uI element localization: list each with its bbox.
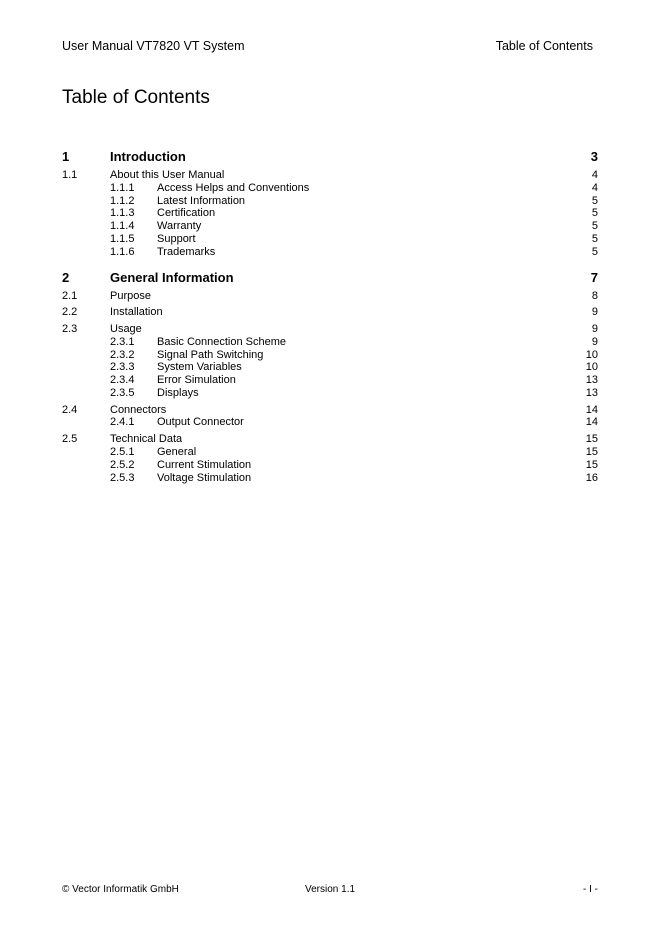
toc-entry-title: Access Helps and Conventions	[157, 181, 310, 194]
toc-entry-title: Error Simulation	[157, 374, 236, 387]
toc-entry-title: Displays	[157, 386, 199, 399]
toc-entry-title: Purpose	[110, 289, 151, 302]
toc-entry-number: 2.3	[62, 322, 78, 335]
toc-entry-page: 14	[585, 403, 598, 416]
toc-entry-title: Introduction	[110, 149, 186, 164]
toc-entry-page: 15	[585, 458, 598, 471]
toc-entry-title: Current Stimulation	[157, 458, 252, 471]
toc-entry-number: 1.1.1	[110, 181, 135, 194]
header-doc-title: User Manual VT7820 VT System	[62, 39, 245, 53]
toc-entry-number: 1.1.4	[110, 220, 135, 233]
toc-entry-number: 2.4	[62, 403, 78, 416]
toc-entry-number: 2.5.1	[110, 445, 135, 458]
toc-entry-page: 5	[591, 232, 598, 245]
toc-entry-title: Latest Information	[157, 194, 246, 207]
toc-entry-number: 2.3.3	[110, 361, 135, 374]
toc-entry-page: 9	[591, 322, 598, 335]
toc-entry[interactable]	[62, 290, 598, 303]
toc-entry[interactable]	[62, 233, 598, 246]
toc-entry-title: Technical Data	[110, 433, 183, 446]
toc-entry-number: 2.5	[62, 433, 78, 446]
toc-entry[interactable]	[62, 472, 598, 485]
toc-entry-number: 1.1.2	[110, 194, 135, 207]
toc-entry[interactable]	[62, 195, 598, 208]
toc-entry[interactable]	[62, 336, 598, 349]
toc-entry-number: 2.3.1	[110, 335, 135, 348]
toc-entry-title: Basic Connection Scheme	[157, 335, 287, 348]
toc-entry-page: 7	[590, 269, 598, 285]
toc-entry-number: 1.1.5	[110, 232, 135, 245]
toc-entry[interactable]	[62, 446, 598, 459]
toc-entry-page: 3	[590, 149, 598, 164]
toc-entry[interactable]	[62, 323, 598, 336]
toc-entry-number: 1.1.3	[110, 207, 135, 220]
toc-entry-title: General	[157, 445, 197, 458]
toc-entry-title: Connectors	[110, 403, 167, 416]
toc-entry[interactable]	[62, 349, 598, 362]
toc-entry[interactable]	[62, 148, 598, 165]
toc-entry[interactable]	[62, 182, 598, 195]
toc-entry-title: Warranty	[157, 220, 202, 233]
toc-entry-number: 1.1.6	[110, 245, 135, 258]
toc-entry-page: 4	[591, 181, 598, 194]
toc-entry-page: 5	[591, 194, 598, 207]
toc-entry[interactable]	[62, 404, 598, 417]
toc-entry-page: 10	[585, 348, 598, 361]
toc-entry-number: 2.1	[62, 289, 78, 302]
toc-entry[interactable]	[62, 374, 598, 387]
toc-entry-page: 9	[591, 306, 598, 319]
toc-entry-page: 13	[585, 374, 598, 387]
toc-entry-title: Trademarks	[157, 245, 216, 258]
footer-version: Version 1.1	[305, 884, 356, 895]
toc-entry[interactable]	[62, 459, 598, 472]
toc-entry-page: 13	[585, 386, 598, 399]
toc-entry[interactable]	[62, 433, 598, 446]
toc-entry-page: 8	[591, 289, 598, 302]
footer-copyright: © Vector Informatik GmbH	[62, 884, 179, 895]
toc-entry-number: 2.3.5	[110, 386, 135, 399]
toc-entry-title: Output Connector	[157, 416, 244, 429]
toc-entry[interactable]	[62, 269, 598, 286]
toc-entry[interactable]	[62, 416, 598, 429]
toc-entry-number: 2.2	[62, 306, 78, 319]
table-of-contents	[62, 148, 598, 484]
toc-entry-page: 5	[591, 245, 598, 258]
toc-entry-title: Certification	[157, 207, 216, 220]
toc-entry[interactable]	[62, 207, 598, 220]
toc-entry-number: 2	[62, 269, 70, 285]
toc-entry[interactable]	[62, 361, 598, 374]
toc-entry-number: 1	[62, 149, 70, 164]
toc-entry-page: 15	[585, 445, 598, 458]
toc-entry-title: About this User Manual	[110, 169, 225, 181]
toc-entry-title: System Variables	[157, 361, 242, 374]
toc-entry-page: 5	[591, 207, 598, 220]
toc-entry-page: 10	[585, 361, 598, 374]
toc-entry-number: 2.3.4	[110, 374, 135, 387]
toc-entry[interactable]	[62, 220, 598, 233]
toc-entry-page: 15	[585, 433, 598, 446]
toc-entry-title: Signal Path Switching	[157, 348, 264, 361]
toc-entry-title: Installation	[110, 306, 163, 319]
toc-entry-title: Support	[157, 232, 196, 245]
toc-entry-number: 2.4.1	[110, 416, 135, 429]
toc-entry-page: 4	[591, 169, 598, 181]
toc-entry-number: 1.1	[62, 169, 78, 181]
page-title: Table of Contents	[62, 87, 210, 108]
header-section-title: Table of Contents	[495, 39, 593, 53]
toc-entry-page: 14	[585, 416, 598, 429]
toc-entry-title: General Information	[110, 269, 234, 285]
toc-entry[interactable]	[62, 169, 598, 182]
toc-entry[interactable]	[62, 306, 598, 319]
toc-entry-number: 2.5.2	[110, 458, 135, 471]
toc-entry-title: Voltage Stimulation	[157, 471, 252, 484]
footer-page-number: - I -	[583, 884, 598, 895]
toc-entry-page: 16	[585, 471, 598, 484]
toc-entry-page: 9	[591, 335, 598, 348]
toc-entry-number: 2.3.2	[110, 348, 135, 361]
toc-entry-title: Usage	[110, 322, 142, 335]
toc-entry[interactable]	[62, 246, 598, 259]
toc-entry-page: 5	[591, 220, 598, 233]
toc-entry[interactable]	[62, 387, 598, 400]
toc-entry-number: 2.5.3	[110, 471, 135, 484]
